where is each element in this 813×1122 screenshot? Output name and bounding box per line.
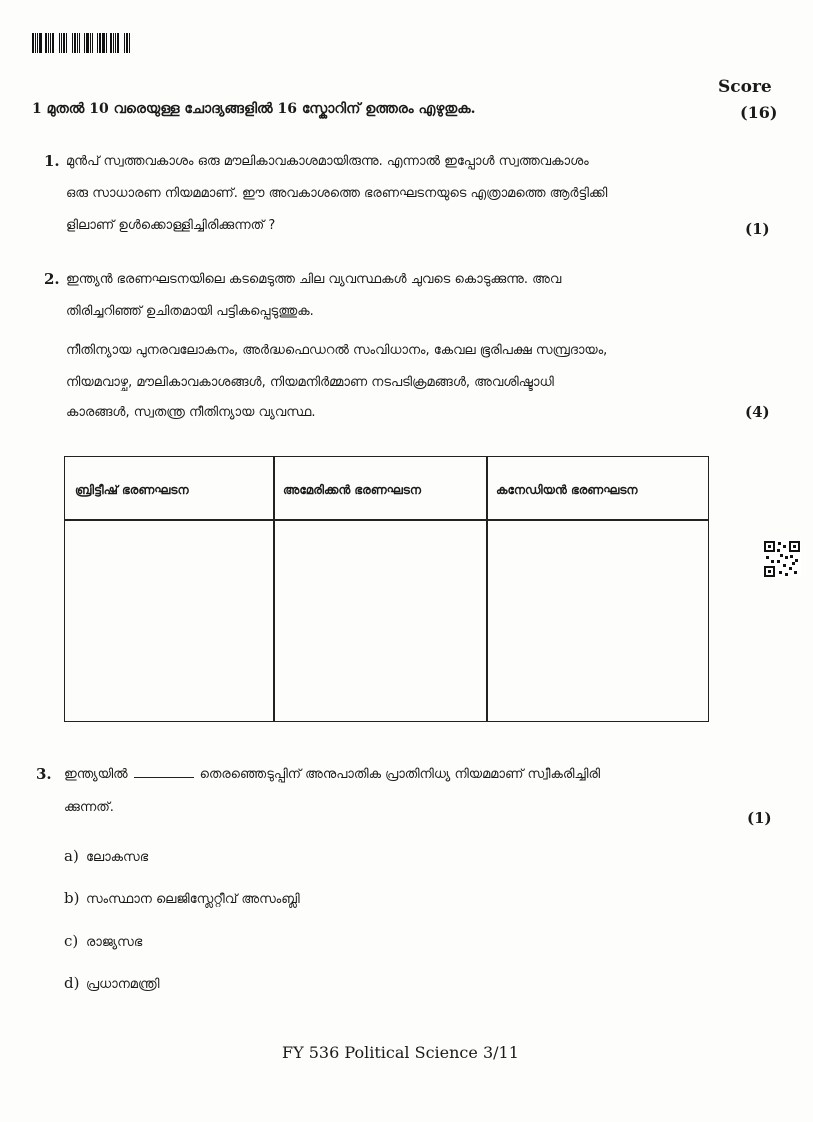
page-footer: FY 536 Political Science 3/11 (282, 1043, 519, 1062)
barcode-bar (129, 33, 130, 53)
barcode-bar (72, 33, 73, 53)
total-score: (16) (740, 103, 778, 122)
barcode-bar (68, 33, 71, 53)
question-3-line-1-end: തെരഞ്ഞെടുപ്പിന് അനുപാതിക പ്രാതിനിധ്യ നിയമമാണ് സ്വീകരിച്ചിരി (199, 767, 601, 782)
question-2-line-1: ഇന്ത്യൻ ഭരണഘടനയിലെ കടമെടുത്ത ചില വ്യവസ്ഥകൾ ചുവടെ കൊടുക്കുന്നു. അവ (66, 272, 562, 287)
barcode-bar (84, 33, 85, 53)
option-a (64, 847, 148, 865)
question-2-items-line-3: കാരങ്ങൾ, സ്വതന്ത്ര നീതിന്യായ വ്യവസ്ഥ. (66, 405, 316, 420)
barcode-bar (99, 33, 101, 53)
barcode-bar (106, 33, 107, 53)
barcode-bar (81, 33, 83, 53)
option-c (64, 932, 142, 950)
question-1-mark: (1) (745, 220, 770, 238)
question-2-items-line-1: നീതിന്യായ പുനരവലോകനം, അർദ്ധഫെഡറൽ സംവിധാനം, കേവല ഭൂരിപക്ഷ സമ്പ്രദായം, (66, 343, 608, 358)
option-d-label: d) (64, 974, 80, 992)
barcode-bar (90, 33, 91, 53)
question-2-line-2: തിരിച്ചറിഞ്ഞ് ഉചിതമായി പട്ടികപ്പെടുത്തുക. (66, 304, 314, 319)
question-1-line-1: മുൻപ് സ്വത്തവകാശം ഒരു മൗലികാവകാശമായിരുന്നു. എന്നാൽ ഇപ്പോൾ സ്വത്തവകാശം (66, 154, 589, 169)
question-3-number: 3. (36, 765, 52, 783)
option-d (64, 974, 159, 992)
barcode-bar (108, 33, 109, 53)
barcode-bar (61, 33, 62, 53)
option-c-label: c) (64, 932, 79, 950)
question-3-line-1-start: ഇന്ത്യയിൽ (64, 767, 128, 782)
classification-table (64, 456, 709, 722)
barcode-bar (77, 33, 78, 53)
table-header-british: ബ്രിട്ടീഷ് ഭരണഘടന (75, 483, 189, 497)
barcode-bar (124, 33, 125, 53)
option-a-text: ലോകസഭ (86, 850, 149, 865)
barcode-bar (63, 33, 65, 53)
option-b-text: സംസ്ഥാന ലെജിസ്ലേറ്റീവ് അസംബ്ലി (86, 892, 300, 907)
barcode-bar (39, 33, 42, 53)
barcode-bar (35, 33, 36, 53)
option-c-text: രാജ്യസഭ (86, 935, 143, 950)
barcode-bar (79, 33, 80, 53)
barcode-bar (120, 33, 123, 53)
question-3-line-1 (64, 767, 600, 782)
table-header-american: അമേരിക്കൻ ഭരണഘടന (283, 483, 421, 497)
barcode-bar (113, 33, 114, 53)
barcode-bar (115, 33, 116, 53)
barcode-bar (48, 33, 49, 53)
barcode-bar (43, 33, 44, 53)
barcode-bar (92, 33, 93, 53)
qr-code-icon (763, 540, 801, 578)
table-divider (273, 457, 275, 721)
question-3-mark: (1) (747, 809, 772, 827)
question-2-number: 2. (44, 270, 60, 288)
barcode-bar (50, 33, 51, 53)
answer-blank (134, 777, 194, 778)
option-d-text: പ്രധാനമന്ത്രി (86, 977, 160, 992)
question-3-line-2: ക്കുന്നത്. (64, 800, 114, 815)
barcode-bar (66, 33, 67, 53)
option-b-label: b) (64, 889, 80, 907)
instruction: 1 മുതൽ 10 വരെയുള്ള ചോദ്യങ്ങളിൽ 16 സ്കോറിന് ഉത്തരം എഴുതുക. (32, 101, 476, 117)
option-b (64, 889, 300, 907)
barcode-bar (102, 33, 105, 53)
option-a-label: a) (64, 847, 79, 865)
barcode-bar (86, 33, 89, 53)
table-header-divider (65, 519, 708, 521)
barcode-bar (45, 33, 47, 53)
barcode-bar (117, 33, 119, 53)
question-1-line-3: ളിലാണ് ഉൾക്കൊള്ളിച്ചിരിക്കുന്നത് ? (66, 218, 276, 233)
question-2-mark: (4) (745, 403, 770, 421)
barcode-bar (52, 33, 54, 53)
barcode-bar (126, 33, 128, 53)
question-2-items-line-2: നിയമവാഴ്ച, മൗലികാവകാശങ്ങൾ, നിയമനിർമ്മാണ നടപടിക്രമങ്ങൾ, അവശിഷ്ടാധി (66, 375, 554, 390)
barcode-bar (74, 33, 76, 53)
question-1-line-2: ഒരു സാധാരണ നിയമമാണ്. ഈ അവകാശത്തെ ഭരണഘടനയുടെ എത്രാമത്തെ ആർട്ടിക്കി (66, 186, 608, 201)
barcode-bar (32, 33, 34, 53)
barcode-bar (37, 33, 38, 53)
barcode-bar (59, 33, 60, 53)
barcode-bar (97, 33, 98, 53)
barcode-icon (32, 33, 152, 53)
table-divider (486, 457, 488, 721)
table-header-canadian: കനേഡിയൻ ഭരണഘടന (496, 483, 638, 497)
barcode-bar (94, 33, 96, 53)
barcode-bar (110, 33, 112, 53)
question-1-number: 1. (44, 152, 60, 170)
score-label: Score (718, 77, 772, 97)
barcode-bar (55, 33, 58, 53)
